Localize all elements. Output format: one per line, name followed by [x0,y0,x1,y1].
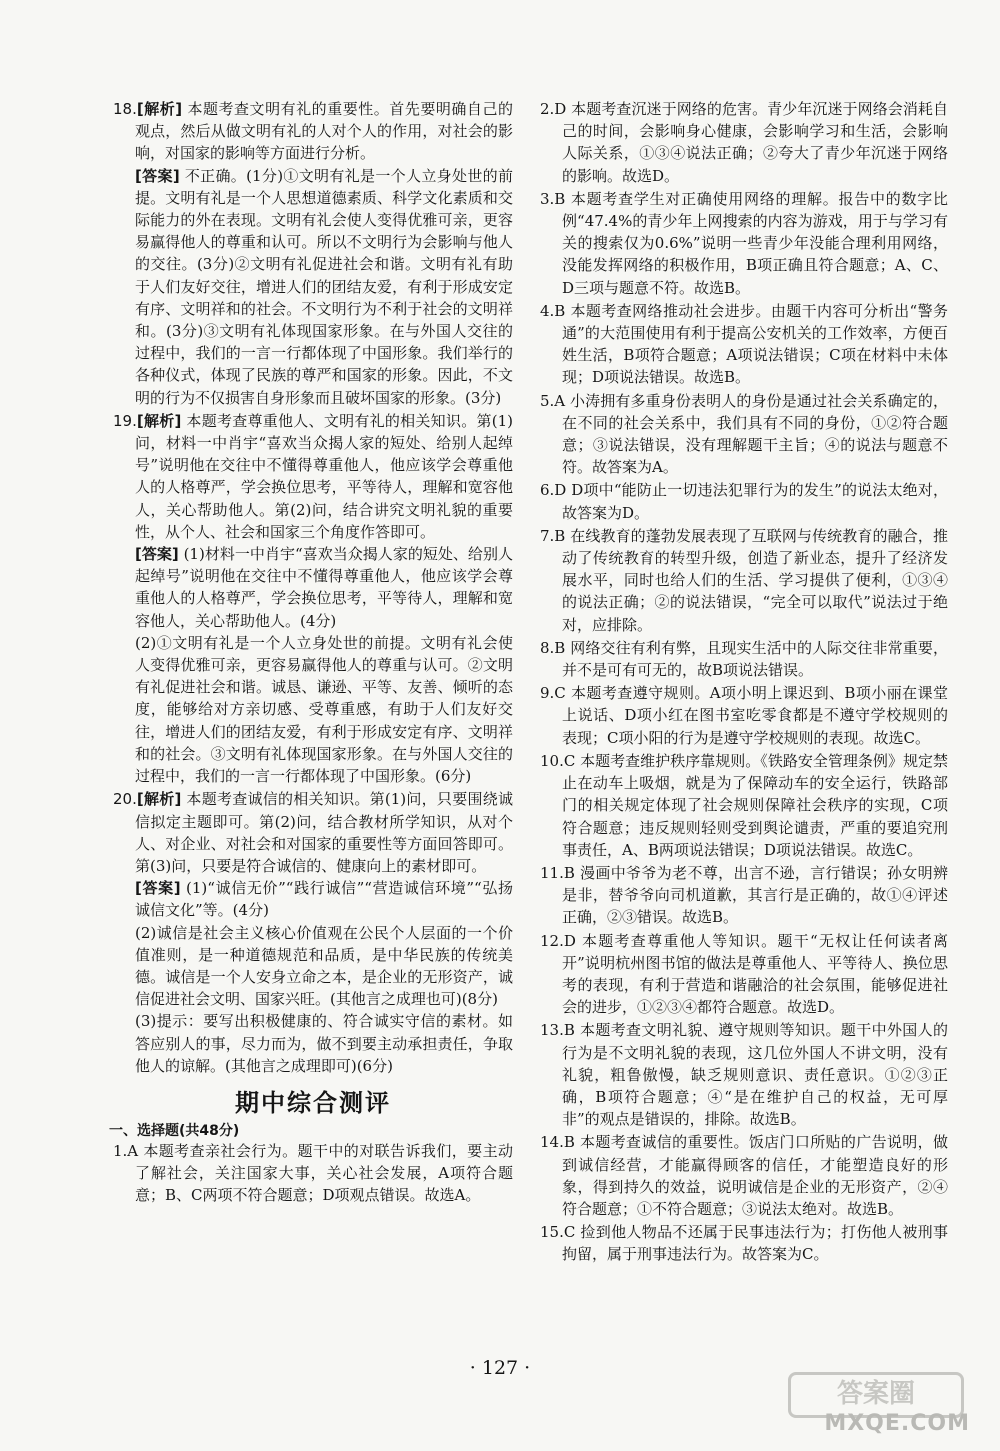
answer-item-5: 5.A 小涛拥有多重身份表明人的身份是通过社会关系确定的，在不同的社会关系中，我们具有不同的身份，①②符合题意；③说法错误，没有理解题干主旨；④的说法与题意不符。故答案为A。 [540,391,948,477]
answer-item-11: 11.B 漫画中爷爷为老不尊，出言不逊，言行错误；孙女明辨是非，替爷爷向司机道歉，其言行是正确的，故①④评述正确，②③错误。故选B。 [540,863,948,927]
answer-item-13: 13.B 本题考查文明礼貌、遵守规则等知识。题干中外国人的行为是不文明礼貌的表现，这几位外国人不讲文明，没有礼貌，粗鲁傲慢，缺乏规则意识、责任意识。①②③正确，B项符合题意；④“是在维护自己的权益，无可厚非”的观点是错误的，排除。故选B。 [540,1021,948,1129]
question-number: 19. [113,411,137,430]
question-18 [113,98,513,409]
analysis-text: 本题考查文明有礼的重要性。首先要明确自己的观点，然后从做文明有礼的人对个人的作用，对社会的影响，对国家的影响等方面进行分析。 [135,100,513,163]
answer-text: (2)①文明有礼是一个人立身处世的前提。文明有礼会使人变得优雅可亲，更容易赢得他人的尊重与认可。②文明有礼促进社会和谐。诚恳、谦逊、平等、友善、倾听的态度，能够给对方亲切感、受尊重感，有助于人们友好交往，增进人们的团结友爱，有利于形成安定有序、文明祥和的社会。③文明有礼体现国家形象。在与外国人交往的过程中，我们的一言一行都体现了中国形象。(6分) [135,633,513,786]
answer-item-8: 8.B 网络交往有利有弊，且现实生活中的人际交往非常重要，并不是可有可无的，故B项说法错误。 [540,638,948,680]
analysis-tag: [解析] [136,411,182,430]
analysis-text: 本题考查尊重他人、文明有礼的相关知识。第(1)问，材料一中肖宇“喜欢当众揭人家的短处、给别人起绰号”说明他在交往中不懂得尊重他人，他应该学会尊重他人的人格尊严，学会换位思考，平等待人，理解和宽容他人，关心帮助他人。第(2)问，结合讲究文明礼貌的重要性，从个人、社会和国家三个角度作答即可。 [135,411,513,541]
answer-item-3: 3.B 本题考查学生对正确使用网络的理解。报告中的数字比例“47.4%的青少年上网搜索的内容为游戏，用于与学习有关的搜索仅为0.6%”说明一些青少年没能合理利用网络，没能发挥网络的积极作用，B项正确且符合题意；A、C、D三项与题意不符。故选B。 [540,189,948,297]
watermark-site: MXQE.COM [824,1411,970,1436]
answer-item-7: 7.B 在线教育的蓬勃发展表现了互联网与传统教育的融合，推动了传统教育的转型升级，创造了新业态，提升了经济发展水平，同时也给人们的生活、学习提供了便利，①③④的说法正确；②的说法错误，“完全可以取代”说法过于绝对，应排除。 [540,526,948,634]
answer-item-14: 14.B 本题考查诚信的重要性。饭店门口所贴的广告说明，做到诚信经营，才能赢得顾客的信任，才能塑造良好的形象，得到持久的效益，说明诚信是企业的无形资产，②④符合题意；①不符合题意；③说法太绝对。故选B。 [540,1133,948,1218]
watermark [780,1372,970,1442]
question-number: 18. [113,100,137,118]
question-1: 1.A 本题考查亲社会行为。题干中的对联告诉我们，要主动了解社会，关注国家大事，关心社会发展，A项符合题意；B、C两项不符合题意；D项观点错误。故选A。 [113,1141,513,1205]
answer-tag: [答案] [135,166,180,185]
answer-item-6: 6.D D项中“能防止一切违法犯罪行为的发生”的说法太绝对，故答案为D。 [540,481,948,522]
watermark-logo: 答案圈 [788,1372,964,1418]
answer-text: (3)提示：要写出积极健康的、符合诚实守信的素材。如答应别人的事，尽力而为，做不到要主动承担责任，争取他人的谅解。(其他言之成理即可)(6分) [135,1012,513,1075]
answer-text: 不正确。(1分)①文明有礼是一个人立身处世的前提。文明有礼是一个人思想道德素质、科学文化素质和交际能力的外在表现。文明有礼会使人变得优雅可亲，更容易赢得他人的尊重和认可。所以不文明行为会影响与他人的交往。(3分)②文明有礼促进社会和谐。文明有礼有助于人们友好交往，增进人们的团结友爱，有利于形成安定有序、文明祥和的社会。不文明行为不利于社会的文明祥和。(3分)③文明有礼体现国家形象。在与外国人交往的过程中，我们的一言一行都体现了中国形象。我们举行的各种仪式，体现了民族的尊严和国家的形象。因此，不文明的行为不仅损害自身形象而且破坏国家的形象。(3分) [135,166,513,407]
analysis-text: 本题考查诚信的相关知识。第(1)问，只要围绕诚信拟定主题即可。第(2)问，结合教材所学知识，从对个人、对企业、对社会和对国家的重要性等方面回答即可。第(3)问，只要是符合诚信的、健康向上的素材即可。 [135,790,513,875]
right-column [540,98,948,1267]
answer-tag: [答案] [135,879,181,898]
answer-text: (2)诚信是社会主义核心价值观在公民个人层面的一个价值准则，是一种道德规范和品质，是中华民族的传统美德。诚信是一个人安身立命之本，是企业的无形资产，诚信促进社会文明、国家兴旺。(其他言之成理也可)(8分) [135,923,513,1009]
answer-item-15: 15.C 捡到他人物品不还属于民事违法行为；打伤他人被刑事拘留，属于刑事违法行为。故答案为C。 [540,1223,948,1264]
subsection-title: 一、选择题(共48分) [109,1122,240,1139]
answer-item-12: 12.D 本题考查尊重他人等知识。题干“无权让任何读者离开”说明杭州图书馆的做法是尊重他人、平等待人、换位思考的表现，有利于营造和谐融洽的社会氛围，能够促进社会的进步，①②③④都符合题意。故选D。 [540,931,948,1017]
analysis-tag: [解析] [136,790,182,809]
answer-tag: [答案] [135,545,179,564]
answer-item-10: 10.C 本题考查维护秩序靠规则。《铁路安全管理条例》规定禁止在动车上吸烟，就是为了保障动车的安全运行，铁路部门的相关规定体现了社会规则保障社会秩序的实现，C项符合题意；违反规则轻则受到舆论谴责，严重的要追究刑事责任，A、B两项说法错误；D项说法错误。故选C。 [540,751,948,859]
question-number: 20. [113,790,137,809]
answer-item-2: 2.D 本题考查沉迷于网络的危害。青少年沉迷于网络会消耗自己的时间，会影响身心健康，会影响学习和生活，会影响人际关系，①③④说法正确；②夸大了青少年沉迷于网络的影响。故选D。 [540,100,948,185]
answer-item-4: 4.B 本题考查网络推动社会进步。由题干内容可分析出“警务通”的大范围使用有利于提高公安机关的工作效率，方便百姓生活，B项符合题意；A项说法错误；C项在材料中未体现；D项说法错误。故选B。 [540,301,948,387]
left-column [109,98,513,1208]
answer-text: (1)“诚信无价”“践行诚信”“营造诚信环境”“弘扬诚信文化”等。(4分) [135,879,513,920]
page-number: · 127 · [469,1357,531,1379]
question-20 [113,788,513,1077]
question-19 [113,410,513,787]
answer-item-9: 9.C 本题考查遵守规则。A项小明上课迟到、B项小丽在课堂上说话、D项小红在图书室吃零食都是不遵守学校规则的表现；C项小阳的行为是遵守学校规则的表现。故选C。 [540,684,948,747]
analysis-tag: [解析] [136,100,183,118]
answer-text: (1)材料一中肖宇“喜欢当众揭人家的短处、给别人起绰号”说明他在交往中不懂得尊重他人，他应该学会尊重他人的人格尊严，学会换位思考，平等待人，理解和宽容他人，关心帮助他人。(4分) [135,545,513,630]
section-title: 期中综合测评 [235,1088,391,1117]
